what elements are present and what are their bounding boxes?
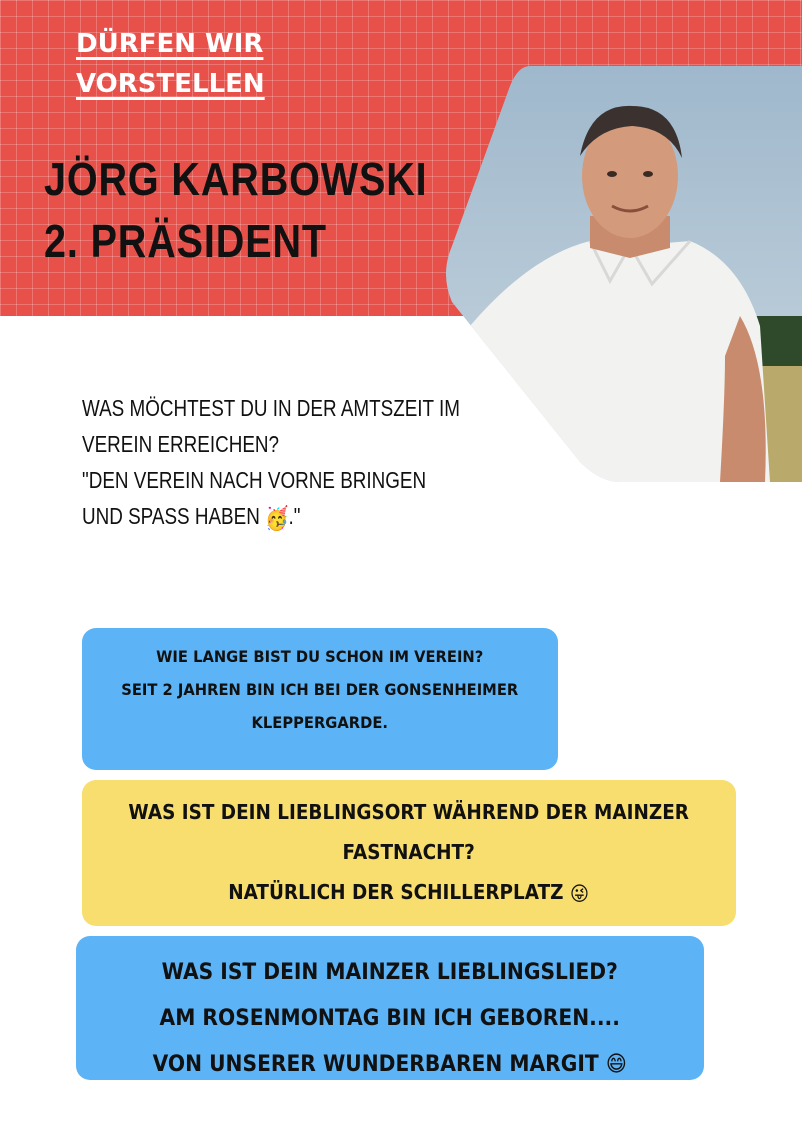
question-1 xyxy=(82,390,476,536)
box1-line-2: SEIT 2 JAHREN BIN ICH BEI DER GONSENHEIMER xyxy=(121,680,519,699)
info-box-membership xyxy=(82,628,558,770)
kicker-line-2: VORSTELLEN xyxy=(76,69,265,99)
box3-line-3 xyxy=(153,1042,627,1088)
party-emoji-icon: 🥳 xyxy=(265,504,289,531)
grin-emoji-icon: 😄 xyxy=(606,1052,628,1077)
info-box-favorite-song xyxy=(76,936,704,1080)
q1-line-3: "DEN VEREIN NACH VORNE BRINGEN xyxy=(82,467,427,493)
box2-line-3-text: NATÜRLICH DER SCHILLERPLATZ xyxy=(228,880,564,904)
page-title xyxy=(44,148,427,272)
box3-line-3-text: VON UNSERER WUNDERBAREN MARGIT xyxy=(152,1052,599,1077)
q1-line-4-text: UND SPASS HABEN xyxy=(82,503,260,529)
box1-line-3: KLEPPERGARDE. xyxy=(251,713,389,732)
box1-line-1: WIE LANGE BIST DU SCHON IM VEREIN? xyxy=(156,647,484,666)
box3-line-1: WAS IST DEIN MAINZER LIEBLINGSLIED? xyxy=(161,960,619,985)
box2-line-1: WAS IST DEIN LIEBLINGSORT WÄHREND DER MAINZER xyxy=(128,800,690,824)
q1-line-1: WAS MÖCHTEST DU IN DER AMTSZEIT IM xyxy=(82,395,460,421)
wink-tongue-emoji-icon: 😜 xyxy=(570,881,590,906)
box2-line-2: FASTNACHT? xyxy=(342,840,476,864)
q1-line-4-tail: ." xyxy=(288,503,301,529)
title-name: JÖRG KARBOWSKI xyxy=(44,153,428,205)
box2-line-3 xyxy=(129,872,690,914)
info-box-favorite-place xyxy=(82,780,736,926)
kicker-line-1: DÜRFEN WIR xyxy=(76,29,264,59)
title-role: 2. PRÄSIDENT xyxy=(44,215,327,267)
q1-line-2: VEREIN ERREICHEN? xyxy=(82,431,280,457)
box3-line-2: AM ROSENMONTAG BIN ICH GEBOREN.... xyxy=(159,1006,621,1031)
q1-line-4 xyxy=(82,498,476,536)
kicker-heading xyxy=(76,24,265,104)
portrait-photo xyxy=(440,66,802,482)
